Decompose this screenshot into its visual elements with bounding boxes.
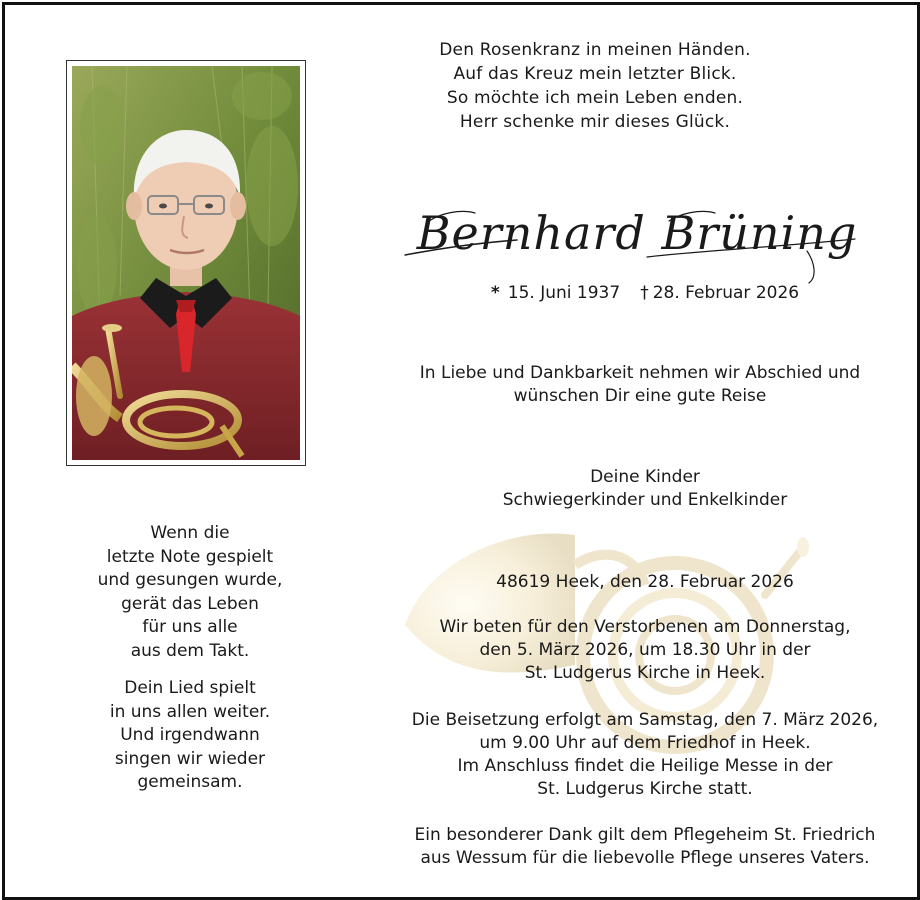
burial-info [400,709,890,801]
farewell-line: wünschen Dir eine gute Reise [513,386,767,406]
poem-left-line: Und irgendwann [120,725,260,745]
prayer-line: Wir beten für den Verstorbenen am Donnerstag, [439,617,851,637]
thanks-text [400,824,890,870]
poem-left-line: Wenn die [150,523,230,543]
burial-line: Die Beisetzung erfolgt am Samstag, den 7. März 2026, [411,710,879,730]
poem-left-line: aus dem Takt. [130,640,250,661]
poem-top-line: Auf das Kreuz mein letzter Blick. [453,64,737,84]
birth-date: 15. Juni 1937 [507,283,621,303]
poem-left-line: gemeinsam. [137,772,243,792]
poem-left-line: und gesungen wurde, [97,570,283,590]
poem-left-line: in uns allen weiter. [109,701,271,722]
prayer-line: den 5. März 2026, um 18.30 Uhr in der [479,640,811,660]
prayer-info [405,616,885,685]
prayer-line: St. Ludgerus Kirche in Heek. [524,663,766,683]
farewell-text [400,362,880,408]
family-line: Deine Kinder [590,467,700,487]
portrait-photo [72,66,300,460]
poem-top [385,38,805,134]
life-dates [425,281,865,305]
place-date: 48619 Heek, den 28. Februar 2026 [496,572,794,592]
birth-symbol: * [490,283,500,303]
poem-top-line: Herr schenke mir dieses Glück. [459,112,731,132]
name-text: Bernhard Brüning [416,206,858,260]
poem-top-line: Den Rosenkranz in meinen Händen. [439,40,751,60]
burial-line: St. Ludgerus Kirche statt. [537,779,753,799]
poem-left-line: für uns alle [142,617,238,637]
family-signoff [435,466,855,512]
farewell-line: In Liebe und Dankbarkeit nehmen wir Abschied und [419,363,861,383]
burial-line: Im Anschluss findet die Heilige Messe in der [457,756,833,776]
name-signature [397,191,877,291]
thanks-line: aus Wessum für die liebevolle Pflege unseres Vaters. [420,848,870,868]
obituary-card [2,2,920,900]
poem-left-line: singen wir wieder [114,748,266,769]
poem-top-line: So möchte ich mein Leben enden. [446,88,744,108]
poem-left-line: letzte Note gespielt [106,546,274,567]
portrait-frame [66,60,306,466]
poem-left-line: Dein Lied spielt [124,678,256,698]
death-symbol: † [640,283,649,303]
poem-left [65,522,315,795]
death-date: 28. Februar 2026 [652,283,800,303]
burial-line: um 9.00 Uhr auf dem Friedhof in Heek. [479,733,811,753]
family-line: Schwiegerkinder und Enkelkinder [502,490,788,510]
poem-left-line: gerät das Leben [121,593,259,614]
stanza-gap [65,663,315,677]
thanks-line: Ein besonderer Dank gilt dem Pflegeheim St. Friedrich [414,825,876,845]
